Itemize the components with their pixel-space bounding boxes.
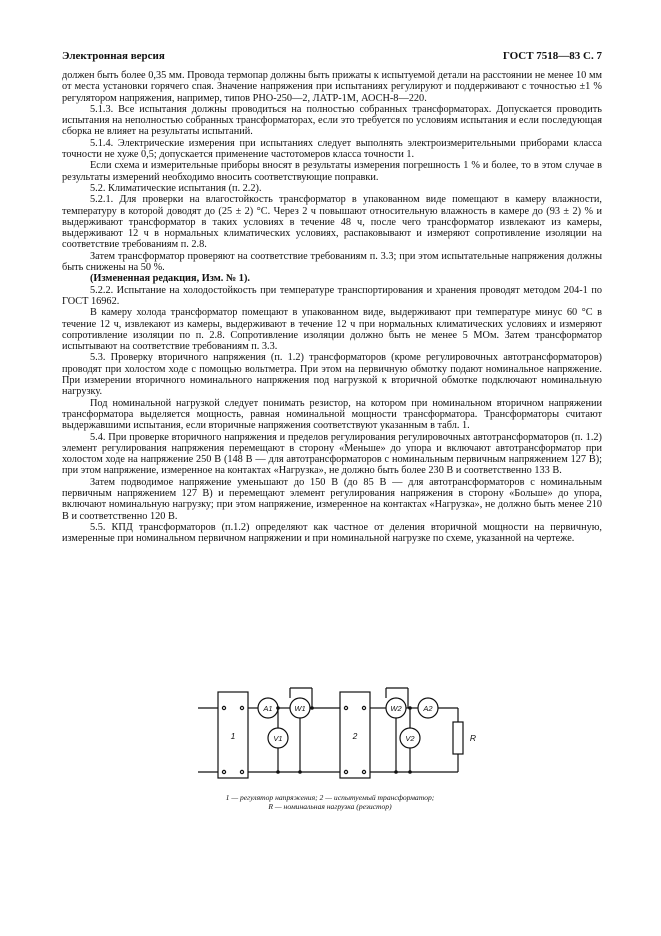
label-v1: V1: [273, 734, 283, 743]
paragraph: 5.3. Проверку вторичного напряжения (п. 1.2) трансформаторов (кроме регулировочных автотрансформаторов) проводят при холостом ходе с помощью вольтметра. При этом на первичную обмотку подают номинальное напряжение. При измерении вторичного номинального напряжения под нагрузкой к вторичной обмотке подключают номинальную нагрузку.: [62, 352, 602, 398]
caption-line: 1 — регулятор напряжения; 2 — испытуемый трансформатор;: [225, 793, 435, 802]
header-right: ГОСТ 7518—83 С. 7: [502, 50, 602, 62]
paragraph: 5.1.4. Электрические измерения при испытаниях следует выполнять электроизмерительными приборами класса точности не хуже 0,5; допускается применение частотомеров класса точности 1.: [62, 137, 602, 161]
paragraph: Под номинальной нагрузкой следует понимать резистор, на котором при номинальном вторичном напряжении трансформатора выделяется мощность, равная номинальной мощности трансформатора. Трансформаторы считают выдержавшими испытания, если вторичные напряжения соответствуют указанным в табл. 1.: [62, 397, 602, 432]
paragraph: Если схема и измерительные приборы вносят в результаты измерения погрешность 1 % и более, то в этом случае в результаты измерений необходимо вносить соответствующие поправки.: [62, 160, 602, 183]
paragraph: 5.2.2. Испытание на холодостойкость при температуре транспортирования и хранения проводят методом 204-1 по ГОСТ 16962.: [62, 284, 602, 307]
paragraph: В камеру холода трансформатор помещают в упакованном виде, выдерживают при температуре минус 60 °С в течение 12 ч, извлекают из камеры, выдерживают в течение 12 ч при нормальных климатических условиях и измеряют сопротивление изоляции по п. 2.8. Сопротивление изоляции должно быть не менее 5 МОм. Затем трансформатор испытывают на соответствие требованиям п. 3.3.: [62, 307, 602, 353]
label-block1: 1: [230, 731, 236, 741]
paragraph: 5.2.1. Для проверки на влагостойкость трансформатор в упакованном виде помещают в камеру влажности, температуру в которой доводят до (25 ± 2) °С. Через 2 ч повышают относительную влажность в камере до (93 ± 2) % и выдерживают трансформатор в таких условиях в течение 48 ч, после чего трансформатор извлекают из камеры, выдерживают 12 ч в нормальных климатических условиях, распаковывают и измеряют сопротивление изоляции на соответствие требованиям п. 2.8.: [62, 194, 602, 251]
amendment-note: (Измененная редакция, Изм. № 1).: [90, 273, 250, 285]
label-a1: A1: [263, 704, 273, 713]
caption-line: R — номинальная нагрузка (резистор): [268, 802, 392, 811]
label-v2: V2: [405, 734, 415, 743]
paragraph: 5.5. КПД трансформаторов (п.1.2) определяют как частное от деления вторичной мощности на первичную, измеренные при номинальном первичном напряжении и при номинальной нагрузке по схеме, указанной на чертеже.: [62, 521, 602, 545]
load-resistor: [453, 722, 463, 754]
label-block2: 2: [352, 731, 358, 741]
circuit-diagram: [190, 686, 490, 786]
label-w1: W1: [294, 704, 306, 713]
paragraph: Затем трансформатор проверяют на соответствие требованиям п. 3.3; при этом испытательные напряжения должны быть снижены на 50 %.: [62, 250, 602, 274]
paragraph: 5.2. Климатические испытания (п. 2.2).: [90, 182, 262, 194]
paragraph: 5.1.3. Все испытания должны проводиться на полностью собранных трансформаторах. Допускается проводить испытания на неполностью собранных трансформаторах, если это требуется по условиям испытания и если последующая сборка не влияет на результаты испытаний.: [62, 103, 602, 138]
paragraph: Затем подводимое напряжение уменьшают до 150 В (до 85 В — для автотрансформаторов с номинальным первичным напряжением 127 В) и перемещают элемент регулирования напряжения в сторону «Больше» до упора, включают номинальную нагрузку; при этом напряжение, измеренное на контактах «Нагрузка», не должно быть менее 210 В и соответственно 120 В.: [62, 476, 602, 522]
paragraph: 5.4. При проверке вторичного напряжения и пределов регулирования регулировочных автотрансформаторов (п. 1.2) элемент регулирования напряжения перемещают в сторону «Меньше» до упора и включают автотрансформатор при холостом ходе на напряжение 250 В (148 В — для автотрансформаторов с номинальным первичным напряжением 127 В); при этом напряжение, измеренное на контактах «Нагрузка», не должно быть более 230 В и соответственно 133 В.: [62, 431, 602, 477]
body-text: [62, 70, 602, 544]
header-left: Электронная версия: [62, 50, 165, 62]
label-a2: A2: [423, 704, 433, 713]
label-w2: W2: [390, 704, 402, 713]
paragraph: должен быть более 0,35 мм. Провода термопар должны быть прижаты к испытуемой детали на расстоянии не менее 10 мм от места установки горячего спая. Значение напряжения при испытаниях регулируют и поддерживают с точностью ±1 % регулятором напряжения, например, типов РНО-250—2, ЛАТР-1М, АОСН-8—220.: [62, 70, 602, 104]
figure-caption: [160, 793, 500, 811]
label-r: R: [469, 733, 477, 743]
